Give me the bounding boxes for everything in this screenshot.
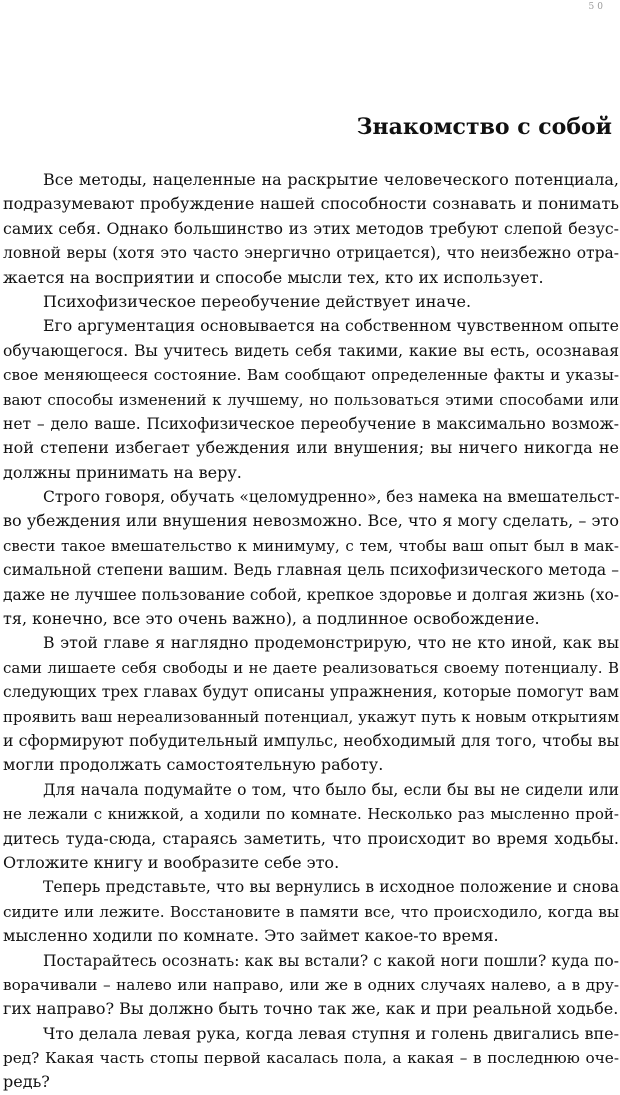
text-line: проявить ваш нереализованный потенциал, укажут путь к новым открытиям bbox=[3, 707, 619, 726]
text-line: Теперь представьте, что вы вернулись в исходное положение и снова bbox=[43, 878, 619, 897]
text-line: даже не лучшее пользование собой, крепкое здоровье и долгая жизнь (хо- bbox=[3, 585, 620, 604]
text-line: самих себя. Однако большинство из этих методов требуют слепой безус- bbox=[3, 218, 619, 238]
text-line: Для начала подумайте о том, что было бы, если бы вы не сидели или bbox=[43, 780, 619, 799]
text-line: Постарайтесь осознать: как вы встали? с какой ноги пошли? куда по- bbox=[43, 951, 619, 970]
text-line: Его аргументация основывается на собственном чувственном опыте bbox=[43, 316, 619, 336]
text-line: симальной степени вашим. Ведь главная цель психофизического метода – bbox=[3, 561, 619, 580]
text-line: жается на восприятии и способе мысли тех, кто их использует. bbox=[3, 267, 544, 287]
body-text bbox=[3, 168, 619, 1095]
text-line: Психофизическое переобучение действует иначе. bbox=[43, 291, 472, 311]
text-line: сами лишаете себя свободы и не даете реализоваться своему потенциалу. В bbox=[3, 658, 619, 677]
text-line: свести такое вмешательство к минимуму, с тем, чтобы ваш опыт был в мак- bbox=[3, 536, 619, 555]
text-line: Все методы, нацеленные на раскрытие человеческого потенциала, bbox=[43, 170, 619, 189]
text-line: должны принимать на веру. bbox=[3, 462, 242, 482]
page-number: 50 bbox=[588, 2, 606, 12]
text-line: обучающегося. Вы учитесь видеть себя такими, какие вы есть, осознавая bbox=[3, 341, 619, 360]
text-line: мысленно ходили по комнате. Это займет какое-то время. bbox=[3, 926, 499, 946]
text-line: Строго говоря, обучать «целомудренно», без намека на вмешательст- bbox=[43, 488, 620, 507]
text-line: вают способы изменений к лучшему, но пользоваться этими способами или bbox=[3, 390, 619, 409]
text-line: могли продолжать самостоятельную работу. bbox=[3, 755, 384, 775]
text-line: редь? bbox=[3, 1072, 50, 1092]
text-line: дитесь туда-сюда, стараясь заметить, что происходит во время ходьбы. bbox=[3, 828, 619, 848]
text-line: ред? Какая часть стопы первой касалась пола, а какая – в последнюю оче- bbox=[3, 1049, 619, 1068]
text-line: не лежали с книжкой, а ходили по комнате. Несколько раз мысленно прой- bbox=[3, 805, 619, 824]
text-line: В этой главе я наглядно продемонстрирую, что не кто иной, как вы bbox=[43, 633, 619, 653]
text-line: сидите или лежите. Восстановите в памяти все, что происходило, когда вы bbox=[3, 902, 619, 921]
text-line: нет – дело ваше. Психофизическое переобучение в максимально возмож- bbox=[3, 414, 619, 433]
chapter-title: Знакомство с собой bbox=[356, 114, 612, 140]
text-line: гих направо? Вы должно быть точно так же, как и при реальной ходьбе. bbox=[3, 999, 619, 1019]
text-line: и сформируют побудительный импульс, необходимый для того, чтобы вы bbox=[3, 730, 619, 750]
text-line: Отложите книгу и вообразите себе это. bbox=[3, 852, 340, 872]
text-line: тя, конечно, все это очень важно), а подлинное освобождение. bbox=[3, 609, 540, 629]
text-line: ной степени избегает убеждения или внушения; вы ничего никогда не bbox=[3, 438, 619, 458]
text-line: подразумевают пробуждение нашей способности сознавать и понимать bbox=[3, 194, 619, 214]
text-line: во убеждения или внушения невозможно. Все, что я могу сделать, – это bbox=[3, 511, 619, 531]
text-line: ворачивали – налево или направо, или же в одних случаях налево, а в дру- bbox=[3, 975, 619, 994]
text-line: ловной веры (хотя это часто энергично отрицается), что неизбежно отра- bbox=[3, 244, 619, 263]
text-line: свое меняющееся состояние. Вам сообщают определенные факты и указы- bbox=[3, 366, 619, 385]
text-line: следующих трех главах будут описаны упражнения, которые помогут вам bbox=[3, 683, 619, 702]
text-line: Что делала левая рука, когда левая ступня и голень двигались впе- bbox=[43, 1023, 619, 1043]
